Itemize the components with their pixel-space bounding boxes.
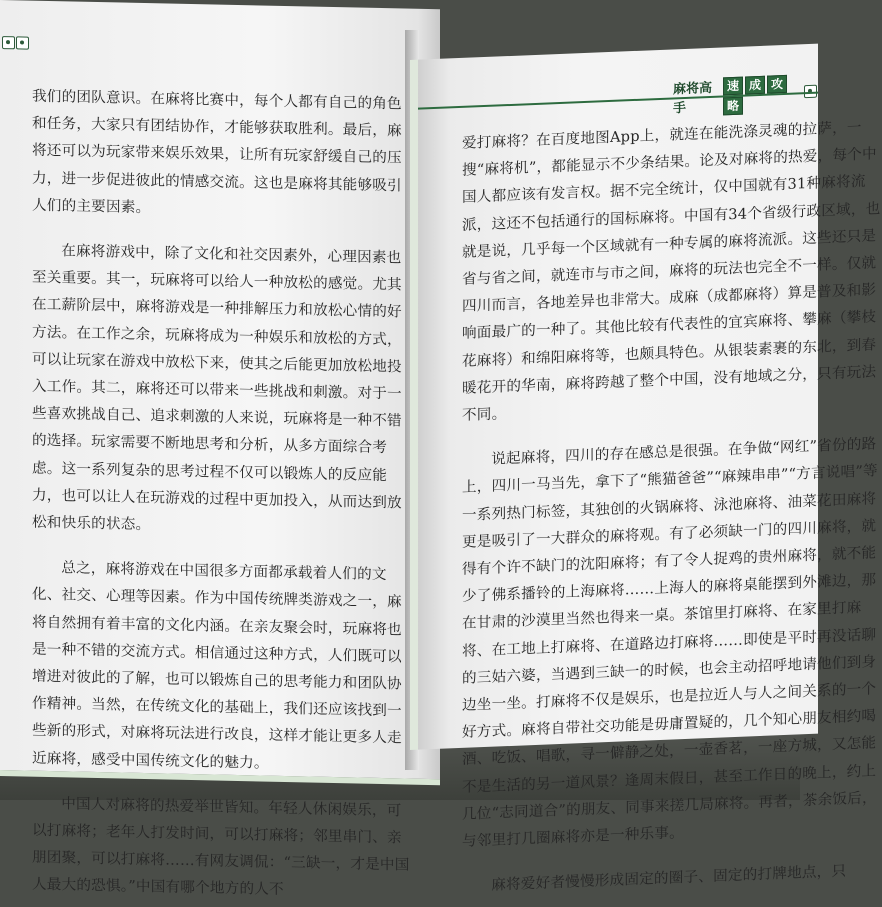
- header-char: 速: [723, 77, 743, 96]
- right-page-text: [462, 113, 882, 900]
- left-paragraph-1: 我们的团队意识。在麻将比赛中，每个人都有自己的角色和任务，大家只有团结协作，才能够获取胜利。最后，麻将还可以为玩家带来娱乐效果，让所有玩家舒缓自己的压力，进一步促进彼此的情感交流。这也是麻将其能够吸引人们的主要因素。: [32, 87, 402, 216]
- right-page: [410, 44, 881, 895]
- header-char: 攻: [767, 75, 787, 94]
- left-paragraph-4: 中国人对麻将的热爱举世皆知。年轻人休闲娱乐，可以打麻将；老年人打发时间，可以打麻将；邻里串门、亲朋团聚，可以打麻将……有网友调侃：“三缺一，才是中国人最大的恐惧。”中国有哪个地方的人不: [32, 795, 410, 899]
- right-paragraph-3: 麻将爱好者慢慢形成固定的圈子、固定的打牌地点，只: [491, 862, 847, 895]
- left-paragraph-3: 总之，麻将游戏在中国很多方面都承载着人们的文化、社交、心理等因素。作为中国传统牌类游戏之一，麻将自然拥有着丰富的文化内涵。在亲友聚会时，玩麻将也是一种不错的交流方式。相信通过这种方式，人们既可以增进对彼此的了解，也可以锻炼自己的思考能力和团队协作精神。当然，在传统文化的基础上，我们还应该找到一些新的形式，对麻将玩法进行改良，这样才能让更多人走近麻将，感受中国传统文化的魅力。: [32, 559, 402, 772]
- left-paragraph-2: 在麻将游戏中，除了文化和社交因素外，心理因素也至关重要。其一，玩麻将可以给人一种放松的感觉。尤其在工薪阶层中，麻将游戏是一种排解压力和放松心情的好方法。在工作之余，玩麻将成为一种娱乐和放松的方式，可以让玩家在游戏中放松下来，使其之后能更加放松地投入工作。其二，麻将还可以带来一些挑战和刺激。对于一些喜欢挑战自己、追求刺激的人来说，玩麻将是一种不错的选择。玩家需要不断地思考和分析，从多方面综合考虑。这一系列复杂的思考过程不仅可以锻炼人的反应能力，也可以让人在玩游戏的过程中更加投入，从而达到放松和快乐的状态。: [32, 242, 402, 534]
- dice-decoration-icon: [2, 34, 30, 51]
- header-title: 麻将高手: [673, 80, 713, 117]
- right-paragraph-1: 爱打麻将？在百度地图App上，就连在能洗涤灵魂的拉萨，一搜“麻将机”，都能显示不少条结果。论及对麻将的热爱，每个中国人都应该有发言权。据不完全统计，仅中国就有31种麻将流派，这还不包括通行的国标麻将。中国有34个省级行政区域，也就是说，几乎每一个区域就有一种专属的麻将流派。这些还只是省与省之间，就连市与市之间，麻将的玩法也完全不一样。仅就四川而言，各地差异也非常大。成麻（成都麻将）算是普及和影响面最广的一种了。其他比较有代表性的宜宾麻将、攀麻（攀枝花麻将）和绵阳麻将等，也颇具特色。从银装素裹的东北，到春暖花开的华南，麻将跨越了整个中国，没有地域之分，只有玩法不同。: [462, 118, 881, 424]
- left-page-text: [32, 83, 412, 907]
- left-page: [0, 0, 440, 899]
- right-paragraph-2: 说起麻将，四川的存在感总是很强。在争做“网红”省份的路上，四川一马当先，拿下了“熊猫爸爸”“麻辣串串”“方言说唱”等一系列热门标签，其独创的火锅麻将、泳池麻将、油菜花田麻将更是吸引了一大群众的麻将观。有了必须缺一门的四川麻将，就得有个许不缺门的沈阳麻将；有了令人捉鸡的贵州麻将，就不能少了佛系播铃的上海麻将……上海人的麻将桌能摆到外滩边，那在甘肃的沙漠里当然也得来一桌。茶馆里打麻将、在家里打麻将、在工地上打麻将、在道路边打麻将……即使是平时再没话聊的三姑六婆，当遇到三缺一的时候，也会主动招呼地请他们到身边坐一坐。打麻将不仅是娱乐，也是拉近人与人之间关系的一个好方式。麻将自带社交功能是毋庸置疑的，几个知心朋友相约喝酒、吃饭、唱歌，寻一僻静之处，一壶香茗，一座方城，又怎能不是生活的另一道风景？逢周末假日，甚至工作日的晚上，约上几位“志同道合”的朋友、同事来搓几局麻将。再者，茶余饭后，与邻里打几圈麻将亦是一种乐事。: [462, 435, 878, 850]
- header-char: 略: [723, 97, 743, 116]
- header-char: 成: [745, 76, 765, 95]
